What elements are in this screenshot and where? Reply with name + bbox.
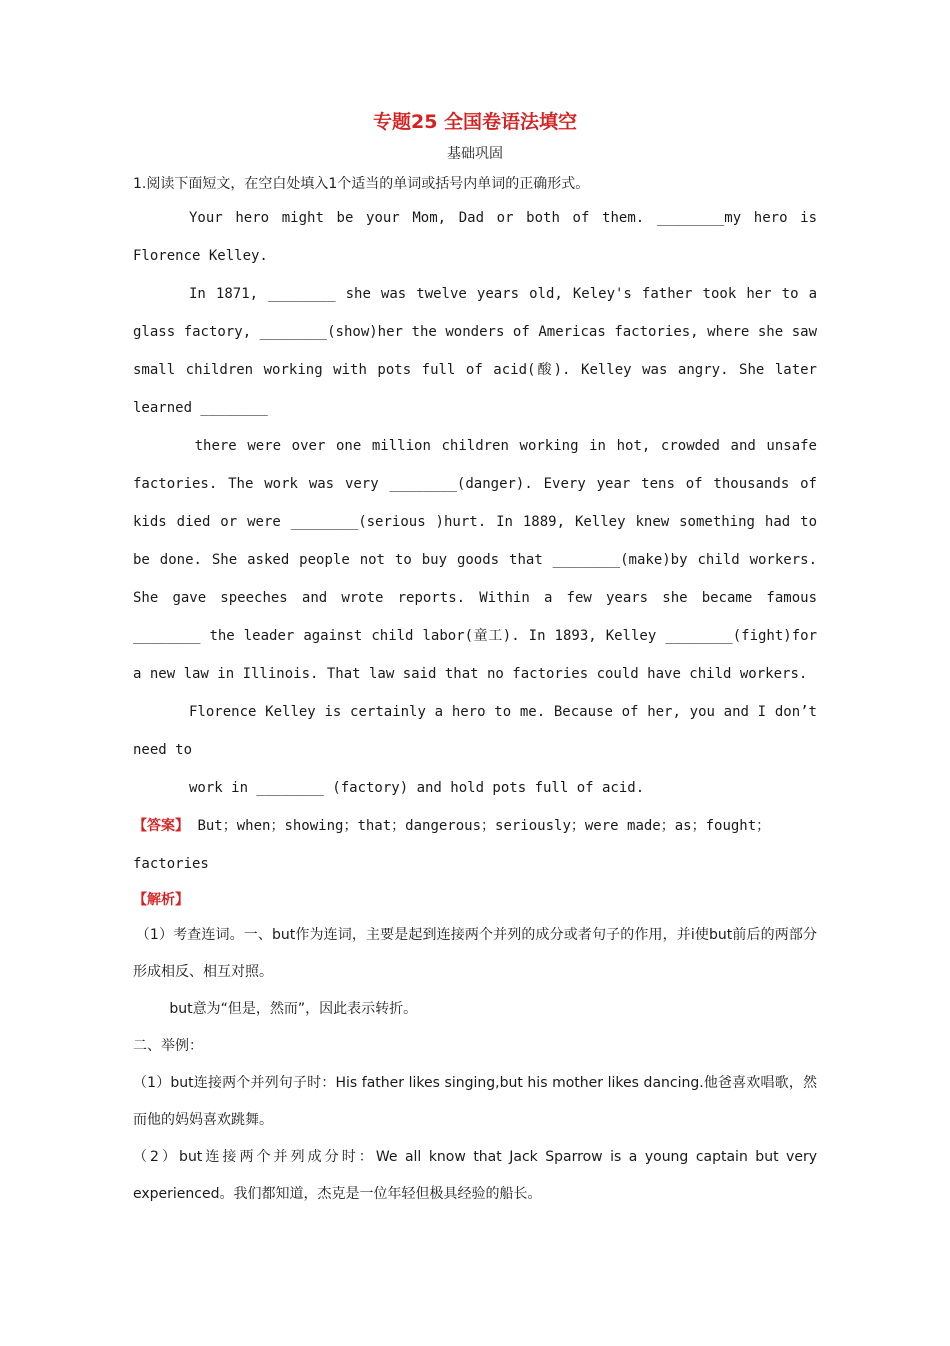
question-instruction: 1.阅读下面短文，在空白处填入1个适当的单词或括号内单词的正确形式。 [133, 176, 590, 192]
document-page [133, 105, 817, 1213]
page-title: 专题25 全国卷语法填空 [372, 111, 578, 133]
passage-paragraph-2: In 1871, ________ she was twelve years old, Keley's father took her to a glass factory, ________(show)her the wonders of Americas factories, where she saw small children working with pots full of acid(酸). Kelley was angry. She later learned ________ [133, 286, 817, 416]
analysis-paragraph-3: 二、举例： [133, 1038, 203, 1054]
section-subtitle: 基础巩固 [447, 146, 503, 162]
analysis-paragraph-4: （1）but连接两个并列句子时：His father likes singing,but his mother likes dancing.他爸喜欢唱歌，然而他的妈妈喜欢跳舞。 [133, 1075, 817, 1128]
analysis-paragraph-5: （2）but连接两个并列成分时：We all know that Jack Sparrow is a young captain but very experienced。我们都知道，杰克是一位年轻但极具经验的船长。 [133, 1149, 817, 1202]
passage-paragraph-5: work in ________ (factory) and hold pots full of acid. [189, 780, 645, 796]
analysis-header [133, 883, 817, 917]
analysis-paragraph-2: but意为“但是，然而”，因此表示转折。 [169, 1001, 418, 1017]
passage-paragraph-1: Your hero might be your Mom, Dad or both of them. ________my hero is Florence Kelley. [133, 210, 817, 264]
answer-label: 【答案】 [133, 818, 189, 834]
analysis-paragraph-1: （1）考查连词。一、but作为连词，主要是起到连接两个并列的成分或者句子的作用，并i使but前后的两部分形成相反、相互对照。 [133, 927, 817, 980]
passage-paragraph-4: Florence Kelley is certainly a hero to me. Because of her, you and I don’t need to [133, 704, 817, 758]
answer-block [133, 807, 817, 883]
answer-text: But；when；showing；that；dangerous；seriously；were made；as；fought；factories [133, 818, 771, 872]
passage-paragraph-3: there were over one million children working in hot, crowded and unsafe factories. The work was very ________(danger). Every year tens of thousands of kids died or were ________(serious )hurt. In 1889, Kelley knew something had to be done. She asked people not to buy goods that ________(make)by child workers. She gave speeches and wrote reports. Within a few years she became famous ________ the leader against child labor(童工). In 1893, Kelley ________(fight)for a new law in Illinois. That law said that no factories could have child workers. [133, 438, 817, 682]
analysis-label: 【解析】 [133, 892, 189, 908]
